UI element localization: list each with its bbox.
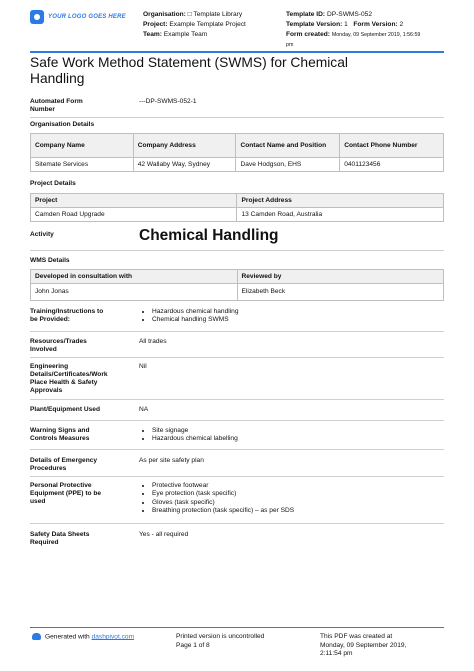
form-created-value-2: pm <box>286 42 294 48</box>
ppe-label-2: Equipment (PPE) to be <box>30 490 102 497</box>
ppe-label-3: used <box>30 498 46 505</box>
emergency-label <box>30 457 126 473</box>
resources-label-2: Involved <box>30 346 57 353</box>
list-item: • Protective footwear <box>152 482 294 490</box>
table-cell: 42 Wallaby Way, Sydney <box>133 158 236 172</box>
engineering-label-3: Place Health & Safety <box>30 379 98 386</box>
page-title-line-1: Safe Work Method Statement (SWMS) for Chemical <box>30 55 348 70</box>
form-number-value: ---DP-SWMS-052-1 <box>139 98 197 105</box>
table-cell: John Jonas <box>31 284 238 301</box>
list-item: • Hazardous chemical handling <box>152 308 239 316</box>
column-header: Project Address <box>237 194 444 208</box>
warning-label-2: Controls Measures <box>30 435 90 442</box>
form-number-label <box>30 98 126 114</box>
engineering-label-2: Details/Certificates/Work <box>30 371 108 378</box>
divider <box>30 449 444 450</box>
wms-details-heading: WMS Details <box>30 257 70 264</box>
sds-label <box>30 531 126 547</box>
printed-line-1: Printed version is uncontrolled <box>176 633 265 640</box>
table-row <box>31 208 444 222</box>
project-details-heading: Project Details <box>30 180 76 187</box>
divider <box>30 420 444 421</box>
footer-divider <box>30 627 444 628</box>
emergency-label-1: Details of Emergency <box>30 457 98 464</box>
ppe-list <box>139 482 294 516</box>
created-line-2: Monday, 09 September 2019, <box>320 641 407 649</box>
resources-value: All trades <box>139 338 167 345</box>
org-value: □ Template Library <box>187 11 243 18</box>
form-created-label: Form created: <box>286 31 330 38</box>
emergency-value: As per site safety plan <box>139 457 204 464</box>
activity-value: Chemical Handling <box>139 227 279 244</box>
plant-value: NA <box>139 406 149 413</box>
dashpivot-link[interactable]: dashpivot.com <box>91 633 135 641</box>
project-label: Project: <box>143 21 168 28</box>
column-header: Developed in consultation with <box>31 270 238 284</box>
column-header: Company Address <box>133 134 236 158</box>
form-created-value: Monday, 09 September 2019, 1:56:59 <box>331 32 421 38</box>
header-template-block <box>286 10 420 50</box>
divider <box>30 476 444 477</box>
logo-text: YOUR LOGO GOES HERE <box>48 14 126 20</box>
list-item: • Site signage <box>152 427 238 435</box>
warning-label <box>30 427 126 443</box>
warning-label-1: Warning Signs and <box>30 427 90 434</box>
table-cell: 13 Camden Road, Australia <box>237 208 444 222</box>
list-item: • Hazardous chemical labelling <box>152 435 238 443</box>
template-id-value: DP-SWMS-052 <box>326 11 373 18</box>
engineering-label <box>30 363 126 395</box>
resources-label-1: Resources/Trades <box>30 338 87 345</box>
team-value: Example Team <box>163 31 208 38</box>
column-header: Contact Phone Number <box>340 134 444 158</box>
table-cell: 0401123456 <box>340 158 444 172</box>
page-header <box>0 0 474 50</box>
training-label-1: Training/Instructions to <box>30 308 104 315</box>
divider <box>30 357 444 358</box>
header-org-block <box>143 10 246 40</box>
resources-label <box>30 338 126 354</box>
footer-generated <box>32 633 134 642</box>
table-cell: Camden Road Upgrade <box>31 208 237 222</box>
wms-table <box>30 269 444 301</box>
header-divider <box>30 51 444 53</box>
generated-prefix: Generated with <box>45 633 92 641</box>
divider <box>30 117 444 118</box>
warning-list <box>139 427 238 444</box>
table-cell: Dave Hodgson, EHS <box>236 158 340 172</box>
page-number: Page 1 of 8 <box>176 641 210 649</box>
table-header-row <box>31 134 444 158</box>
organisation-table <box>30 133 444 172</box>
sds-value: Yes - all required <box>139 531 189 538</box>
activity-label: Activity <box>30 231 54 238</box>
logo-icon <box>30 10 44 24</box>
company-logo <box>30 10 126 24</box>
created-line-3: 2:11:54 pm <box>320 650 353 658</box>
sds-label-1: Safety Data Sheets <box>30 531 90 538</box>
cloud-icon <box>32 633 41 640</box>
ppe-label-1: Personal Protective <box>30 482 92 489</box>
emergency-label-2: Procedures <box>30 465 67 472</box>
ppe-label <box>30 482 126 506</box>
organisation-details-heading: Organisation Details <box>30 121 95 128</box>
table-cell: Sitemate Services <box>31 158 134 172</box>
team-label: Team: <box>143 31 162 38</box>
divider <box>30 331 444 332</box>
list-item: • Gloves (task specific) <box>152 499 294 507</box>
divider <box>30 250 444 251</box>
table-row <box>31 158 444 172</box>
form-version-value: 2 <box>399 21 404 28</box>
project-table <box>30 193 444 222</box>
plant-label: Plant/Equipment Used <box>30 406 100 413</box>
training-label <box>30 308 126 324</box>
list-item: • Chemical handling SWMS <box>152 316 239 324</box>
engineering-label-4: Approvals <box>30 387 63 394</box>
engineering-label-1: Engineering <box>30 363 69 370</box>
project-value: Example Template Project <box>169 21 246 28</box>
table-cell: Elizabeth Beck <box>237 284 444 301</box>
divider <box>30 399 444 400</box>
template-id-label: Template ID: <box>286 11 326 18</box>
form-number-label-1: Automated Form <box>30 98 83 105</box>
engineering-value: Nil <box>139 363 147 370</box>
created-line-1: This PDF was created at <box>320 633 393 640</box>
footer-created <box>320 633 406 659</box>
training-label-2: be Provided: <box>30 316 70 323</box>
template-version-value: 1 <box>344 21 348 28</box>
table-header-row <box>31 194 444 208</box>
page-title <box>30 55 444 87</box>
sds-label-2: Required <box>30 539 59 546</box>
template-version-label: Template Version: <box>286 21 343 28</box>
list-item: • Breathing protection (task specific) – as per SDS <box>152 507 294 515</box>
org-label: Organisation: <box>143 11 186 18</box>
footer-printed <box>176 633 264 650</box>
column-header: Reviewed by <box>237 270 444 284</box>
form-number-label-2: Number <box>30 106 55 113</box>
table-row <box>31 284 444 301</box>
page-title-line-2: Handling <box>30 71 85 86</box>
training-list <box>139 308 239 325</box>
column-header: Company Name <box>31 134 134 158</box>
divider <box>30 523 444 524</box>
list-item: • Eye protection (task specific) <box>152 490 294 498</box>
form-version-label: Form Version: <box>353 21 398 28</box>
column-header: Project <box>31 194 237 208</box>
table-header-row <box>31 270 444 284</box>
column-header: Contact Name and Position <box>236 134 340 158</box>
